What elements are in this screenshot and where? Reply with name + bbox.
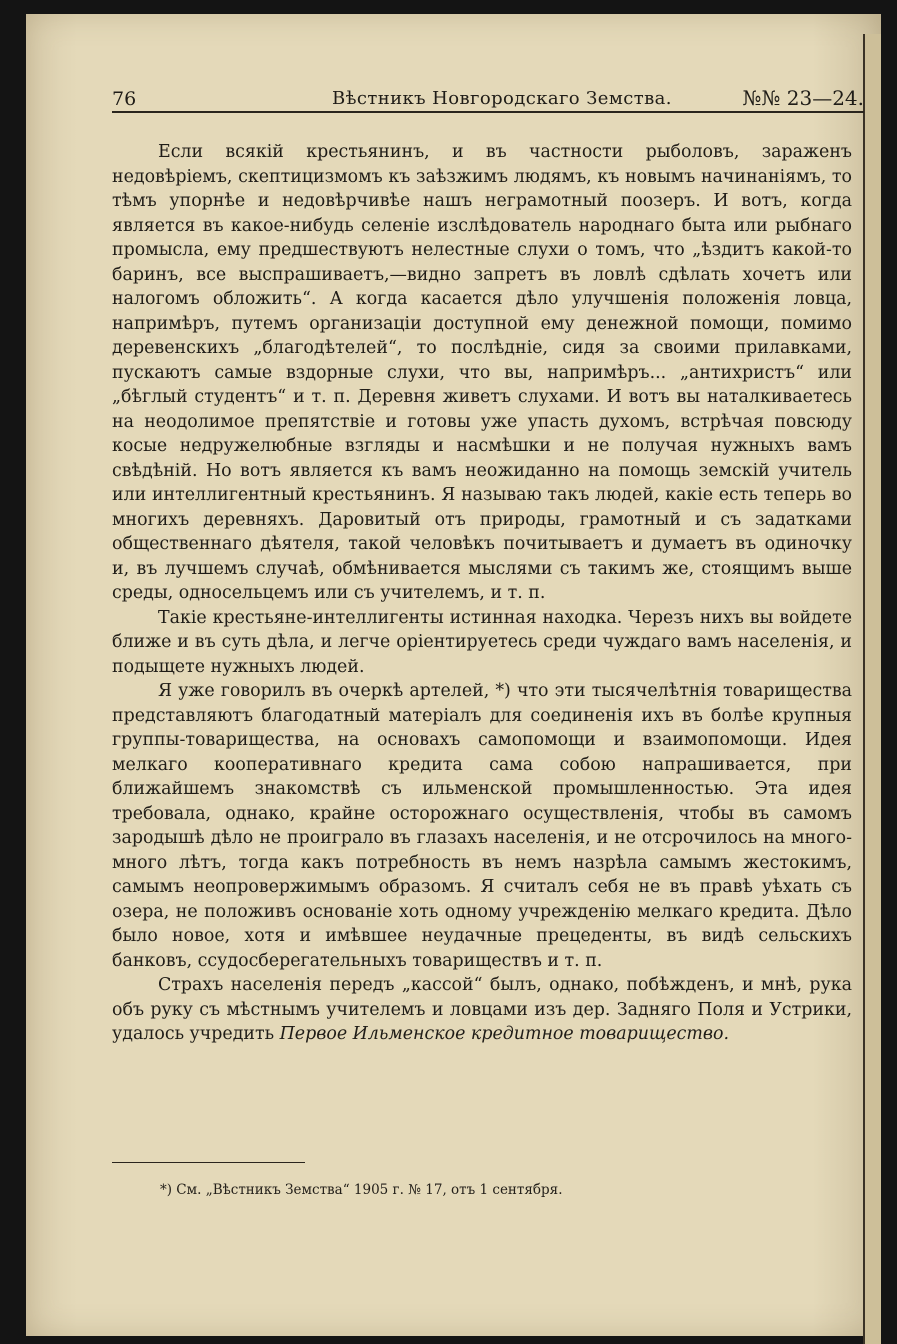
paragraph-2: Такіе крестьяне-интеллигенты истинная находка. Черезъ нихъ вы войдете ближе и въ суть дѣла, и легче оріентируетесь среди чуждаго вамъ населенія, и подыщете нужныхъ людей. (112, 607, 852, 677)
running-header (112, 86, 864, 114)
footnote: *) См. „Вѣстникъ Земства“ 1905 г. № 17, отъ 1 сентября. (160, 1182, 563, 1198)
paragraph-4-italic: Первое Ильменское кредитное товарищество. (279, 1024, 730, 1044)
page-number: 76 (112, 88, 137, 110)
adjacent-page-edge (863, 34, 881, 1344)
paragraph-1: Если всякій крестьянинъ, и въ частности рыболовъ, зараженъ недовѣріемъ, скептицизмомъ къ заѣзжимъ людямъ, къ новымъ начинаніямъ, то тѣмъ упорнѣе и недовѣрчивѣе нашъ неграмотный поозеръ. И вотъ, когда является въ какое-нибудь селеніе изслѣдователь народнаго быта или рыбнаго промысла, ему предшествуютъ нелестные слухи о томъ, что „ѣздитъ какой-то баринъ, все выспрашиваетъ,—видно запретъ въ ловлѣ сдѣлать хочетъ или налогомъ обложить“. А когда касается дѣло улучшенія положенія ловца, напримѣръ, путемъ организаціи доступной ему денежной помощи, помимо деревенскихъ „благодѣтелей“, то послѣдніе, сидя за своими прилавками, пускаютъ самые вздорные слухи, что вы, напримѣръ... „антихристъ“ или „бѣглый студентъ“ и т. п. Деревня живетъ слухами. И вотъ вы наталкиваетесь на неодолимое препятствіе и готовы уже упасть духомъ, встрѣчая повсюду косые недружелюбные взгляды и насмѣшки и не получая нужныхъ вамъ свѣдѣній. Но вотъ является къ вамъ неожиданно на помощь земскій учитель или интеллигентный крестьянинъ. Я называю такъ людей, какіе есть теперь во многихъ деревняхъ. Даровитый отъ природы, грамотный и съ задатками общественнаго дѣятеля, такой человѣкъ почитываетъ и думаетъ въ одиночку и, въ лучшемъ случаѣ, обмѣнивается мыслями съ такимъ же, стоящимъ выше среды, односельцемъ или съ учителемъ, и т. п. (112, 142, 852, 603)
paragraph-3: Я уже говорилъ въ очеркѣ артелей, *) что эти тысячелѣтнія товарищества представляютъ благодатный матеріалъ для соединенія ихъ въ болѣе крупныя группы-товарищества, на основахъ самопомощи и взаимопомощи. Идея мелкаго кооперативнаго кредита сама собою напрашивается, при ближайшемъ знакомствѣ съ ильменской промышленностью. Эта идея требовала, однако, крайне осторожнаго осуществленія, чтобы въ самомъ зародышѣ дѣло не проиграло въ глазахъ населенія, и не отсрочилось на много-много лѣтъ, тогда какъ потребность въ немъ назрѣла самымъ жестокимъ, самымъ неопровержимымъ образомъ. Я считалъ себя не въ правѣ уѣхать съ озера, не положивъ основаніе хоть одному учрежденію мелкаго кредита. Дѣло было новое, хотя и имѣвшее неудачные прецеденты, въ видѣ сельскихъ банковъ, ссудосберегательныхъ товариществъ и т. п. (112, 681, 852, 971)
article-body (112, 140, 852, 1047)
paragraph-4-text: Страхъ населенія передъ „кассой“ былъ, однако, побѣжденъ, и мнѣ, рука объ руку съ мѣстнымъ учителемъ и ловцами изъ дер. Задняго Поля и Устрики, удалось учредить (112, 975, 852, 1044)
paragraph-4 (112, 973, 852, 1047)
header-rule (112, 111, 864, 113)
journal-title: Вѣстникъ Новгородскаго Земства. (332, 88, 672, 109)
footnote-rule (112, 1162, 305, 1163)
issue-number: №№ 23—24. (742, 86, 864, 110)
